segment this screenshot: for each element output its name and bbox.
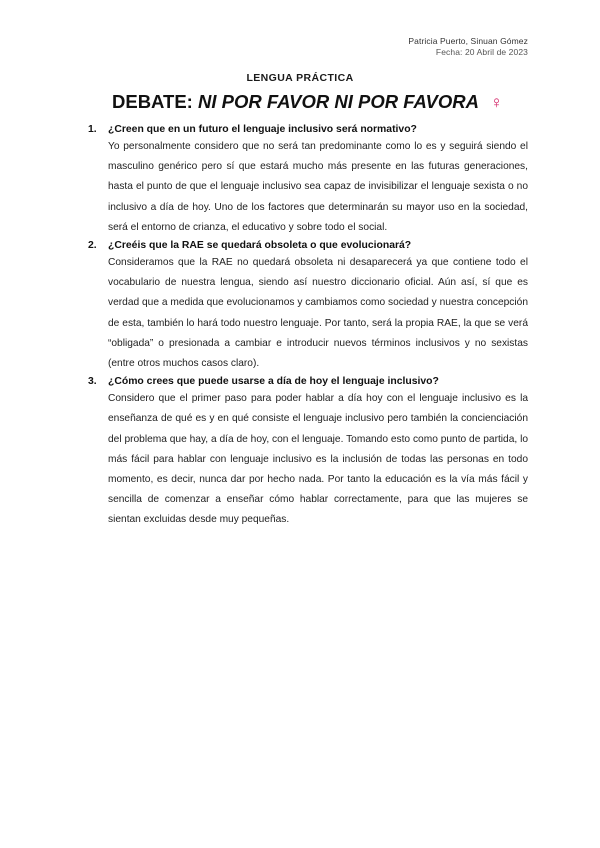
subject-heading: LENGUA PRÁCTICA xyxy=(246,72,354,84)
question xyxy=(88,122,528,137)
question-item xyxy=(88,122,528,238)
title-main: NI POR FAVOR NI POR FAVORA xyxy=(198,91,479,112)
question-number: 1. xyxy=(88,124,97,135)
question-text: ¿Creéis que la RAE se quedará obsoleta o que evolucionará? xyxy=(108,240,412,252)
page-title xyxy=(112,91,503,113)
question-number: 3. xyxy=(88,376,97,388)
date: Fecha: 20 Abril de 2023 xyxy=(435,47,528,57)
answer-text: Considero que el primer paso para poder hablar a día hoy con el lenguaje inclusivo es la enseñanza de qué es y en qué consiste el lenguaje inclusivo pero también la concienciación del problema que hay, a día de hoy, con el lenguaje. Tomando esto como punto de partida, lo más fácil para hablar con lenguaje inclusivo es la inclusión de todas las personas en todo momento, es decir, nunca dar por hecho nada. Por tanto la educación es la vía más fácil y sencilla de comenzar a enseñar cómo hablar correctamente, para que las mujeres se sientan excluidas desde muy pequeñas. xyxy=(108,393,528,526)
question-item xyxy=(88,374,528,530)
question xyxy=(88,238,528,253)
answer-text: Consideramos que la RAE no quedará obsoleta ni desaparecerá ya que contiene todo el vocabulario de nuestra lengua, siendo así nuestro diccionario oficial. Aún así, sí que es verdad que a medida que evolucionamos y cambiamos como sociedad y nuestra concepción de esta, también lo hará todo nuestro lenguaje. Por tanto, será la propia RAE, la que se verá “obligada” o presionada a cambiar e introducir nuevos términos inclusivos y no sexistas (entre otros muchos casos claro). xyxy=(108,257,528,370)
question-number: 2. xyxy=(88,240,97,252)
question-item xyxy=(88,238,528,374)
venus-symbol-icon: ♀ xyxy=(490,93,503,112)
question-list xyxy=(88,122,528,531)
authors: Patricia Puerto, Sinuan Gómez xyxy=(408,36,528,46)
question xyxy=(88,374,528,389)
header-meta xyxy=(408,36,528,58)
question-text: ¿Creen que en un futuro el lenguaje inclusivo será normativo? xyxy=(108,124,417,135)
answer-text: Yo personalmente considero que no será tan predominante como lo es y seguirá siendo el masculino genérico pero sí que estará mucho más presente en las futuras generaciones, hasta el punto de que el lenguaje inclusivo sea capaz de invisibilizar el lenguaje sexista o no inclusivo a día de hoy. Uno de los factores que determinarán su mayor uso en la sociedad, será el entorno de crianza, el educativo y sobre todo el social. xyxy=(108,141,528,233)
title-prefix: DEBATE: xyxy=(112,91,193,112)
question-text: ¿Cómo crees que puede usarse a día de hoy el lenguaje inclusivo? xyxy=(108,376,439,388)
